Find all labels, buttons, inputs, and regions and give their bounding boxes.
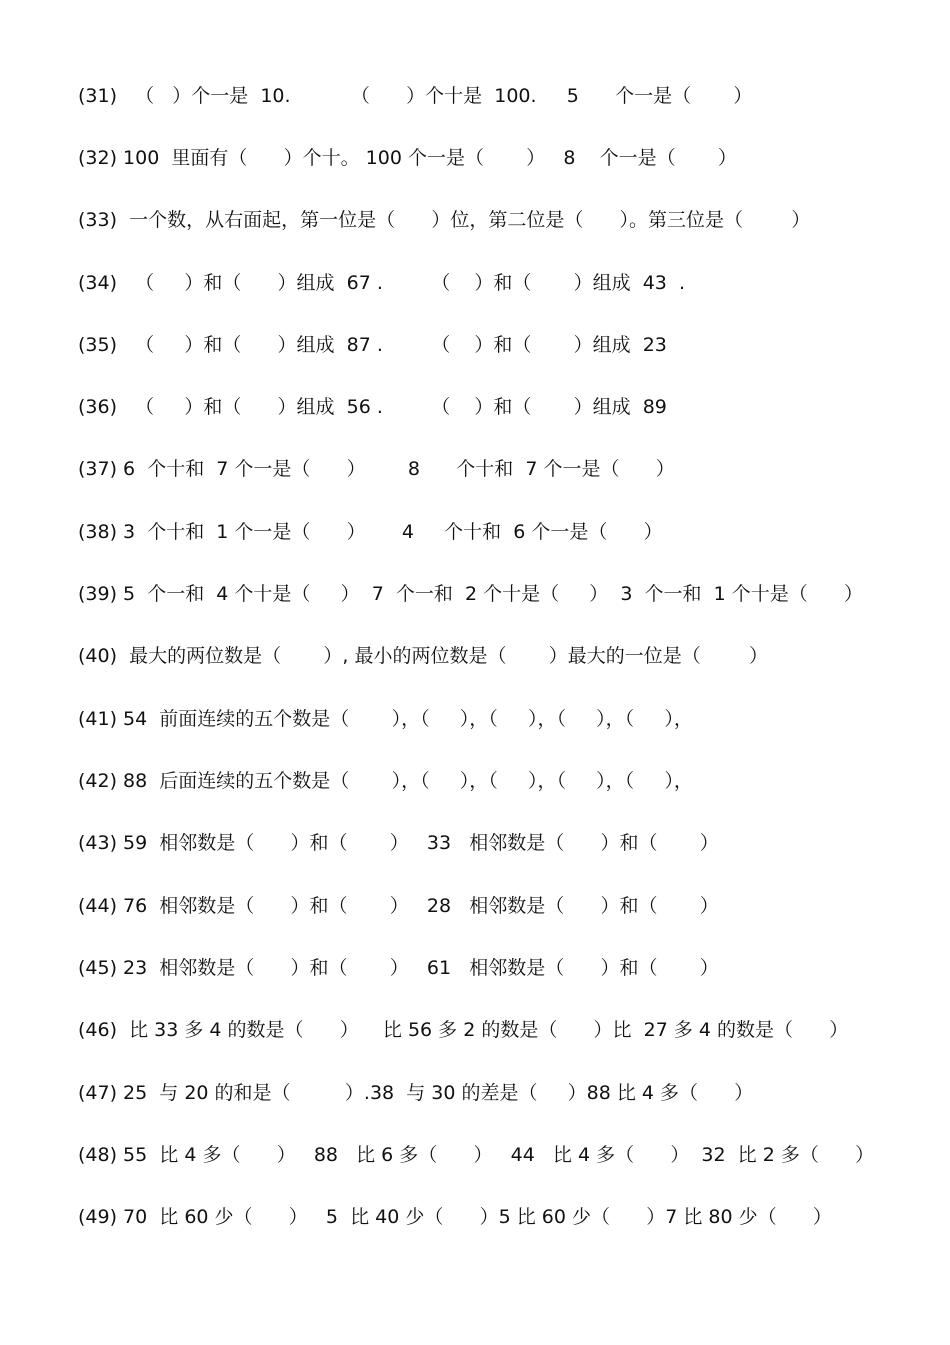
question-48: (48) 55 比 4 多（ ） 88 比 6 多（ ） 44 比 4 多（ ） 32 比 2 多（ ） xyxy=(78,1144,875,1166)
question-42: (42) 88 后面连续的五个数是（ ），（ ），（ ），（ ），（ ）， xyxy=(78,770,693,792)
question-36: (36) （ ）和（ ）组成 56 . （ ）和（ ）组成 89 xyxy=(78,396,667,418)
question-34: (34) （ ）和（ ）组成 67 . （ ）和（ ）组成 43 . xyxy=(78,272,686,294)
question-37: (37) 6 个十和 7 个一是（ ） 8 个十和 7 个一是（ ） xyxy=(78,458,675,480)
question-41: (41) 54 前面连续的五个数是（ ），（ ），（ ），（ ），（ ）， xyxy=(78,708,693,730)
question-45: (45) 23 相邻数是（ ）和（ ） 61 相邻数是（ ）和（ ） xyxy=(78,957,719,979)
question-43: (43) 59 相邻数是（ ）和（ ） 33 相邻数是（ ）和（ ） xyxy=(78,832,719,854)
question-46: (46) 比 33 多 4 的数是（ ） 比 56 多 2 的数是（ ）比 27 多 4 的数是（ ） xyxy=(78,1019,849,1041)
question-32: (32) 100 里面有（ ）个十。 100 个一是（ ） 8 个一是（ ） xyxy=(78,147,737,169)
question-39: (39) 5 个一和 4 个十是（ ） 7 个一和 2 个十是（ ） 3 个一和 1 个十是（ ） xyxy=(78,583,863,605)
question-35: (35) （ ）和（ ）组成 87 . （ ）和（ ）组成 23 xyxy=(78,334,667,356)
question-38: (38) 3 个十和 1 个一是（ ） 4 个十和 6 个一是（ ） xyxy=(78,521,663,543)
question-47: (47) 25 与 20 的和是（ ）.38 与 30 的差是（ ）88 比 4 多（ ） xyxy=(78,1082,754,1104)
question-44: (44) 76 相邻数是（ ）和（ ） 28 相邻数是（ ）和（ ） xyxy=(78,895,719,917)
question-33: (33) 一个数，从右面起，第一位是（ ）位，第二位是（ ）。第三位是（ ） xyxy=(78,209,811,231)
question-49: (49) 70 比 60 少（ ） 5 比 40 少（ ）5 比 60 少（ ）7 比 80 少（ ） xyxy=(78,1206,832,1228)
question-40: (40) 最大的两位数是（ ）, 最小的两位数是（ ）最大的一位是（ ） xyxy=(78,645,769,667)
question-31: (31) （ ）个一是 10. （ ）个十是 100. 5 个一是（ ） xyxy=(78,85,753,107)
